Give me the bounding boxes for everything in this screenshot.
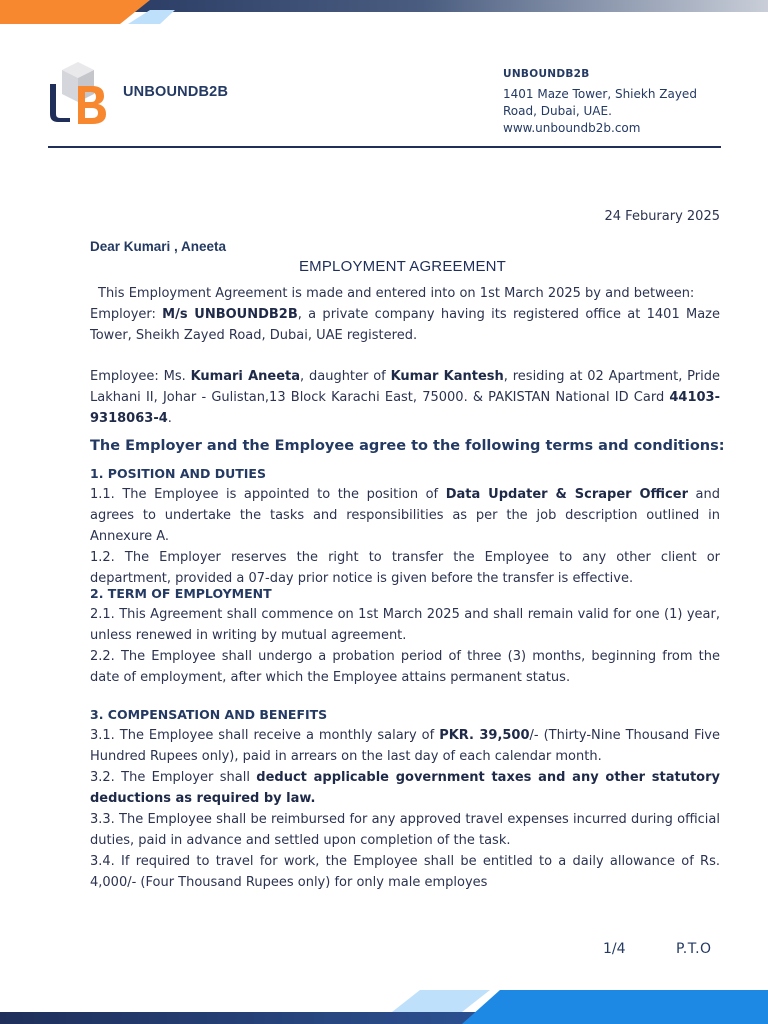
header-divider xyxy=(48,146,721,148)
company-name: UNBOUNDB2B xyxy=(123,84,229,100)
job-title: Data Updater & Scraper Officer xyxy=(445,487,688,502)
employee-name: Kumari Aneeta xyxy=(190,369,301,384)
intro-line: This Employment Agreement is made and entered into on 1st March 2025 by and between: xyxy=(98,286,695,301)
company-website: www.unboundb2b.com xyxy=(503,121,641,135)
section-body-term xyxy=(90,604,720,688)
unboundb2b-logo xyxy=(48,62,108,126)
clause-2-2: 2.2. The Employee shall undergo a probation period of three (3) months, beginning from the date of employment, after which the Employee attains permanent status. xyxy=(90,649,720,685)
employee-paragraph: Employee: Ms. Kumari Aneeta, daughter of Kumar Kantesh, residing at 02 Apartment, Pride Lakhani II, Johar - Gulistan,13 Block Karachi East, 75000. & PAKISTAN National ID Card 44103-9318063-4. xyxy=(90,369,720,426)
address-line-2: Road, Dubai, UAE. xyxy=(503,104,612,118)
clause-3-2: 3.2. The Employer shall deduct applicable government taxes and any other statutory deductions as required by law. xyxy=(90,770,721,806)
section-heading-compensation: 3. COMPENSATION AND BENEFITS xyxy=(90,707,328,722)
address-company-name: UNBOUNDB2B xyxy=(503,68,590,80)
tax-deduction-clause: deduct applicable government taxes and any other statutory deductions as required by law. xyxy=(90,770,721,806)
clause-3-4: 3.4. If required to travel for work, the Employee shall be entitled to a daily allowance of Rs. 4,000/- (Four Thousand Rupees only) for only male employes xyxy=(90,854,720,890)
address-line-1: 1401 Maze Tower, Shiekh Zayed xyxy=(503,87,697,101)
section-body-compensation xyxy=(90,725,720,893)
employer-name: M/s UNBOUNDB2B xyxy=(162,307,298,322)
bottom-decorative-band xyxy=(0,990,768,1024)
section-heading-position: 1. POSITION AND DUTIES xyxy=(90,466,266,481)
terms-heading: The Employer and the Employee agree to the following terms and conditions: xyxy=(90,438,725,454)
clause-2-1: 2.1. This Agreement shall commence on 1st March 2025 and shall remain valid for one (1) year, unless renewed in writing by mutual agreement. xyxy=(90,607,720,643)
letter-date: 24 Feburary 2025 xyxy=(604,209,720,224)
document-title: EMPLOYMENT AGREEMENT xyxy=(298,258,507,275)
salary-amount: PKR. 39,500 xyxy=(439,728,530,743)
please-turn-over: P.T.O xyxy=(676,941,712,957)
employee-father-name: Kumar Kantesh xyxy=(390,369,504,384)
clause-1-2: 1.2. The Employer reserves the right to transfer the Employee to any other client or department, provided a 07-day prior notice is given before the transfer is effective. xyxy=(90,550,720,586)
company-address-block xyxy=(503,66,733,137)
top-decorative-band xyxy=(0,0,768,24)
section-heading-term: 2. TERM OF EMPLOYMENT xyxy=(90,586,272,601)
national-id-number: 44103-9318063-4 xyxy=(90,390,720,426)
section-body-position xyxy=(90,484,720,589)
salutation: Dear Kumari , Aneeta xyxy=(90,239,227,254)
page-number: 1/4 xyxy=(603,941,626,957)
clause-3-3: 3.3. The Employee shall be reimbursed for any approved travel expenses incurred during official duties, paid in advance and settled upon completion of the task. xyxy=(90,812,720,848)
intro-paragraph xyxy=(90,283,720,346)
clause-3-1: 3.1. The Employee shall receive a monthly salary of PKR. 39,500/- (Thirty-Nine Thousand Five Hundred Rupees only), paid in arrears on the last day of each calendar month. xyxy=(90,728,720,764)
clause-1-1: 1.1. The Employee is appointed to the position of Data Updater & Scraper Officer and agrees to undertake the tasks and responsibilities as per the job description outlined in Annexure A. xyxy=(90,487,720,544)
employer-details: Employer: M/s UNBOUNDB2B, a private company having its registered office at 1401 Maze Tower, Sheikh Zayed Road, Dubai, UAE registered. xyxy=(90,307,721,343)
